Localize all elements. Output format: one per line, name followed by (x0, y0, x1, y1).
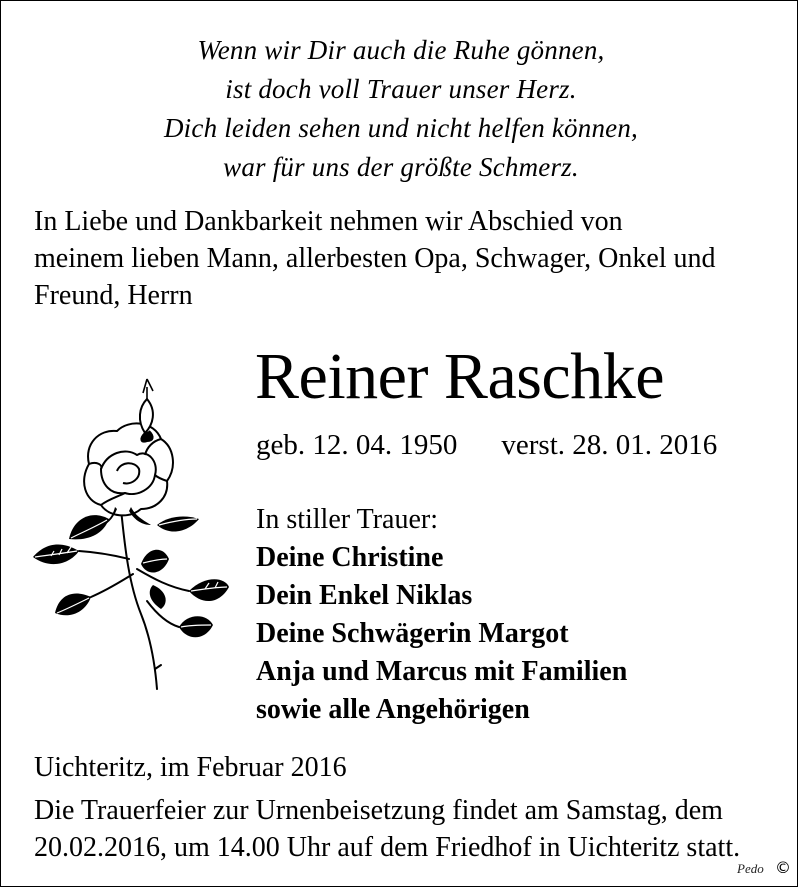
intro-line: Freund, Herrn (34, 280, 193, 311)
life-dates (256, 425, 717, 465)
poem-line: Dich leiden sehen und nicht helfen können, (163, 113, 638, 143)
ceremony-line: 20.02.2016, um 14.00 Uhr auf dem Friedhof in Uichteritz statt. (34, 832, 741, 863)
mourner-name: Deine Schwägerin Margot (256, 618, 569, 649)
farewell-intro (34, 203, 774, 314)
deceased-name: Reiner Raschke (255, 340, 665, 413)
poem-line: war für uns der größte Schmerz. (223, 152, 579, 182)
mourner-name: Anja und Marcus mit Familien (256, 656, 628, 687)
copyright-symbol: © (775, 858, 791, 877)
mourner-name: Deine Christine (256, 542, 444, 573)
mourner-name: Dein Enkel Niklas (256, 580, 473, 611)
mourner-name: sowie alle Angehörigen (256, 694, 530, 725)
rose-icon (29, 369, 229, 699)
poem-line: Wenn wir Dir auch die Ruhe gönnen, (197, 35, 605, 65)
mourners-heading: In stiller Trauer: (256, 504, 438, 535)
intro-line: In Liebe und Dankbarkeit nehmen wir Abschied von (34, 206, 623, 237)
memorial-poem (1, 31, 800, 187)
ceremony-info (34, 792, 740, 866)
birth-date: geb. 12. 04. 1950 (256, 429, 458, 461)
intro-line: meinem lieben Mann, allerbesten Opa, Schwager, Onkel und (34, 243, 716, 274)
mourners-list (256, 501, 627, 729)
poem-line: ist doch voll Trauer unser Herz. (225, 74, 577, 104)
ceremony-line: Die Trauerfeier zur Urnenbeisetzung findet am Samstag, dem (34, 795, 723, 826)
death-date: verst. 28. 01. 2016 (501, 429, 718, 461)
designer-signature: Pedo (737, 861, 764, 876)
place-date: Uichteritz, im Februar 2016 (34, 752, 347, 783)
